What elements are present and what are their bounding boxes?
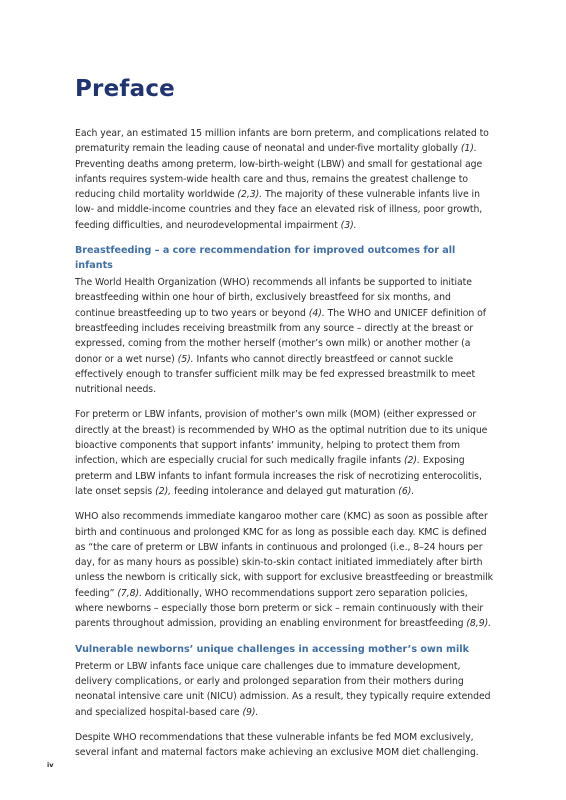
citation: (6). xyxy=(398,485,415,497)
page-body xyxy=(75,126,493,770)
breastfeeding-paragraph-3: WHO also recommends immediate kangaroo mother care (KMC) as soon as possible after birth and continuous and prolonged KMC for as long as possible each day. KMC is defined as “the care of preterm or LBW infants in continuous and prolonged (i.e., 8–24 hours per day, for as many hours as possible) skin-to-skin contact initiated immediately after birth unless the newborn is critically sick, with support for exclusive breastfeeding or breastmilk feeding” (7,8). Additionally, WHO recommendations support zero separation policies, where newborns – especially those born preterm or sick – remain continuously with their parents throughout admission, providing an enabling environment for breastfeeding (8,9). xyxy=(75,511,494,630)
intro-paragraph: Each year, an estimated 15 million infants are born preterm, and complications related to prematurity remain the leading cause of neonatal and under-five mortality globally (1). Preventing deaths among preterm, low-birth-weight (LBW) and small for gestational age infants requires system-wide health care and thus, remains the greatest challenge to reducing child mortality worldwide (2,3). The majority of these vulnerable infants live in low- and middle-income countries and they face an elevated risk of illness, poor growth, feeding difficulties, and neurodevelopmental impairment (3). xyxy=(75,128,489,231)
citation: (2). xyxy=(403,455,420,467)
citation: (2), xyxy=(155,485,172,497)
citation: (2,3). xyxy=(237,189,263,201)
section-heading-vulnerable-newborns: Vulnerable newborns’ unique challenges in accessing mother’s own milk xyxy=(75,643,469,655)
section-heading-breastfeeding: Breastfeeding – a core recommendation for improved outcomes for all infants xyxy=(75,245,456,272)
vulnerable-newborns-paragraph-2: Despite WHO recommendations that these vulnerable infants be fed MOM exclusively, several infant and maternal factors make achieving an exclusive MOM diet challenging. xyxy=(75,731,479,759)
page-number: iv xyxy=(47,761,54,769)
citation: (4). xyxy=(308,307,325,319)
breastfeeding-paragraph-2: For preterm or LBW infants, provision of mother’s own milk (MOM) (either expressed or directly at the breast) is recommended by WHO as the optimal nutrition due to its unique bioactive components that support infants’ immunity, helping to protect them from infection, which are especially crucial for such medically fragile infants (2). Exposing preterm and LBW infants to infant formula increases the risk of necrotizing enterocolitis, late onset sepsis (2), feeding intolerance and delayed gut maturation (6). xyxy=(75,409,488,497)
citation: (9). xyxy=(242,706,259,718)
breastfeeding-paragraph-1: The World Health Organization (WHO) recommends all infants be supported to initiate breastfeeding within one hour of birth, exclusively breastfeed for six months, and continue breastfeeding up to two years or beyond (4). The WHO and UNICEF definition of breastfeeding includes receiving breastmilk from any source – directly at the breast or expressed, coming from the mother herself (mother’s own milk) or another mother (a donor or a wet nurse) (5). Infants who cannot directly breastfeed or cannot suckle effectively enough to transfer sufficient milk may be fed expressed breastmilk to meet nutritional needs. xyxy=(75,277,487,396)
citation: (8,9). xyxy=(466,618,492,630)
page-title: Preface xyxy=(75,76,175,102)
citation: (3). xyxy=(340,219,357,231)
citation: (7,8). xyxy=(117,587,143,599)
citation: (5). xyxy=(177,353,194,365)
citation: (1). xyxy=(460,143,477,155)
vulnerable-newborns-paragraph-1: Preterm or LBW infants face unique care challenges due to immature development, delivery complications, or early and prolonged separation from their mothers during neonatal intensive care unit (NICU) admission. As a result, they typically require extended and specialized hospital-based care (9). xyxy=(75,660,491,718)
